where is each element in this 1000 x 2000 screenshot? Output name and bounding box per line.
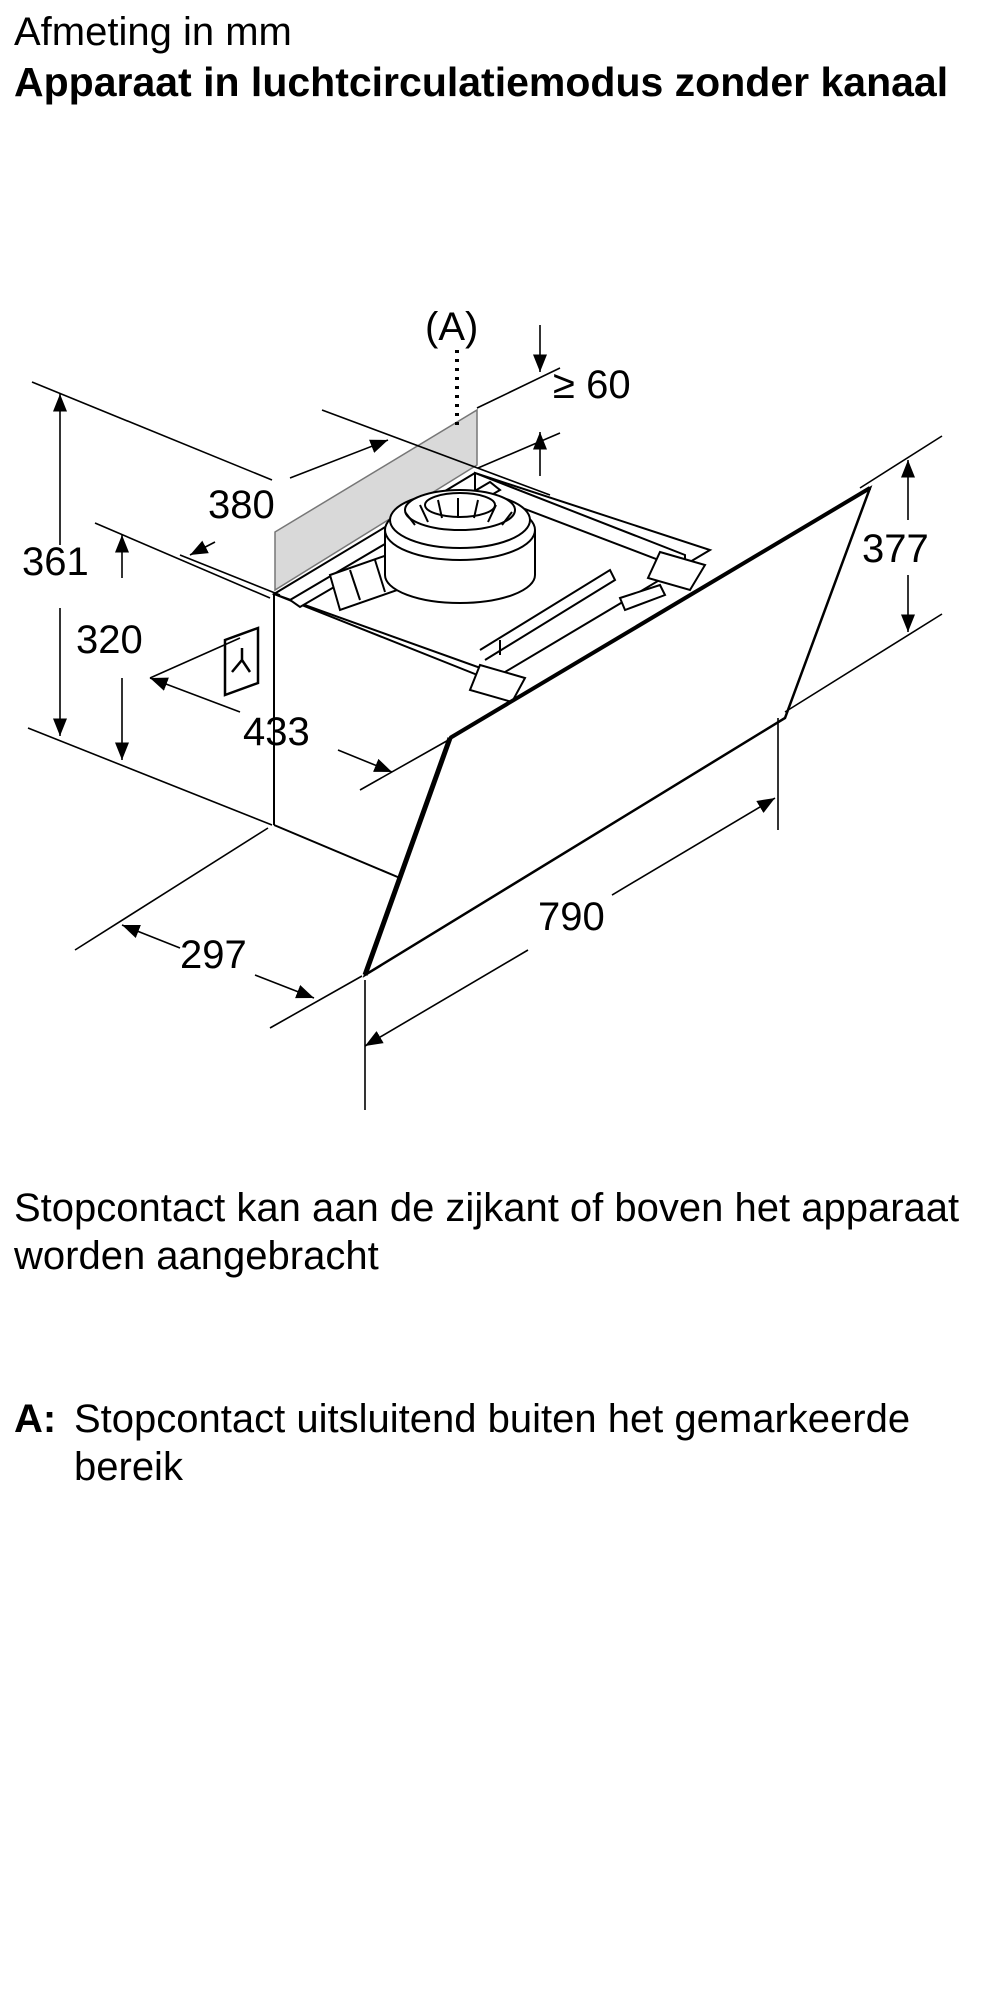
- dim-width-label: 790: [538, 895, 605, 939]
- fan-motor-icon: [385, 490, 535, 603]
- socket-placement-note: Stopcontact kan aan de zijkant of boven het apparaat worden aangebracht: [14, 1186, 960, 1278]
- dim-depth-top-label: 380: [208, 483, 275, 527]
- power-socket-icon: [225, 628, 258, 695]
- dim-depth-bottom-label: 297: [180, 933, 247, 977]
- dim-glass-height-label: 377: [862, 527, 929, 571]
- dim-height-total-label: 361: [22, 540, 89, 584]
- legend-text: Stopcontact uitsluitend buiten het gemarkeerde bereik: [74, 1397, 911, 1489]
- area-marker-label: (A): [425, 305, 479, 349]
- page-subtitle: Afmeting in mm: [14, 10, 292, 54]
- legend-key: A:: [14, 1397, 57, 1441]
- page-title: Apparaat in luchtcirculatiemodus zonder kanaal: [14, 59, 949, 105]
- dim-depth-side-label: 433: [243, 710, 310, 754]
- dim-height-body-label: 320: [76, 618, 143, 662]
- dim-clearance-label: ≥ 60: [553, 363, 631, 407]
